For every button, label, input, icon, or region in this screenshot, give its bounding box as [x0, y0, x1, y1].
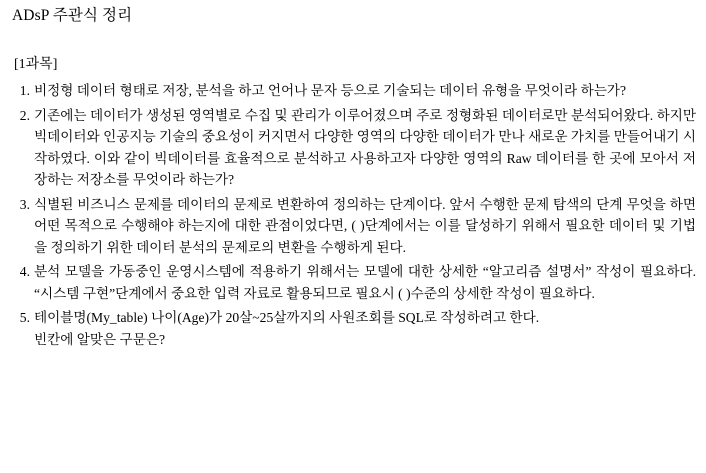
list-item-number: 1. [19, 83, 30, 98]
section-heading: [1과목] [14, 57, 58, 72]
question-list [10, 80, 696, 350]
list-item-number: 3. [19, 196, 30, 212]
page-title: ADsP 주관식 정리 [12, 7, 133, 24]
list-item-number: 4. [19, 264, 30, 279]
list-item-text: 분석 모델을 가동중인 운영시스템에 적용하기 위해서는 모델에 대한 상세한 “알고리즘 설명서” 작성이 필요하다. “시스템 구현”단계에서 중요한 입력 자료로 활용되므로 필요시 ( )수준의 상세한 작성이 필요하다. [34, 264, 696, 301]
list-item-text-continued: 빈칸에 알맞은 구문은? [34, 331, 166, 347]
list-item [10, 80, 696, 102]
list-item-text: 테이블명(My_table) 나이(Age)가 20살~25살까지의 사원조회를 SQL로 작성하려고 한다. [34, 310, 540, 325]
list-item [10, 261, 696, 304]
list-item-text: 식별된 비즈니스 문제를 데이터의 문제로 변환하여 정의하는 단계이다. 앞서 수행한 문제 탐색의 단계 무엇을 하면 어떤 목적으로 수행해야 하는지에 대한 관점이었다면, ( )단계에서는 이를 달성하기 위해서 필요한 데이터 및 기법을 정의하기 위한 데이터 분석의 문제로의 변환을 수행하게 된다. [34, 196, 696, 255]
list-item [10, 307, 696, 350]
list-item [10, 194, 696, 259]
list-item [10, 105, 696, 191]
list-item-text: 비정형 데이터 형태로 저장, 분석을 하고 언어나 문자 등으로 기술되는 데이터 유형을 무엇이라 하는가? [34, 83, 627, 98]
list-item-number: 2. [19, 107, 30, 123]
list-item-text: 기존에는 데이터가 생성된 영역별로 수집 및 관리가 이루어졌으며 주로 정형화된 데이터로만 분석되어왔다. 하지만 빅데이터와 인공지능 기술의 중요성이 커지면서 다양한 영역의 다양한 데이터가 만나 새로운 가치를 만들어내기 시작하였다. 이와 같이 빅데이터를 효율적으로 분석하고 사용하고자 다양한 영역의 Raw 데이터를 한 곳에 모아서 저장하는 저장소를 무엇이라 하는가? [34, 107, 696, 187]
list-item-number: 5. [19, 310, 30, 325]
